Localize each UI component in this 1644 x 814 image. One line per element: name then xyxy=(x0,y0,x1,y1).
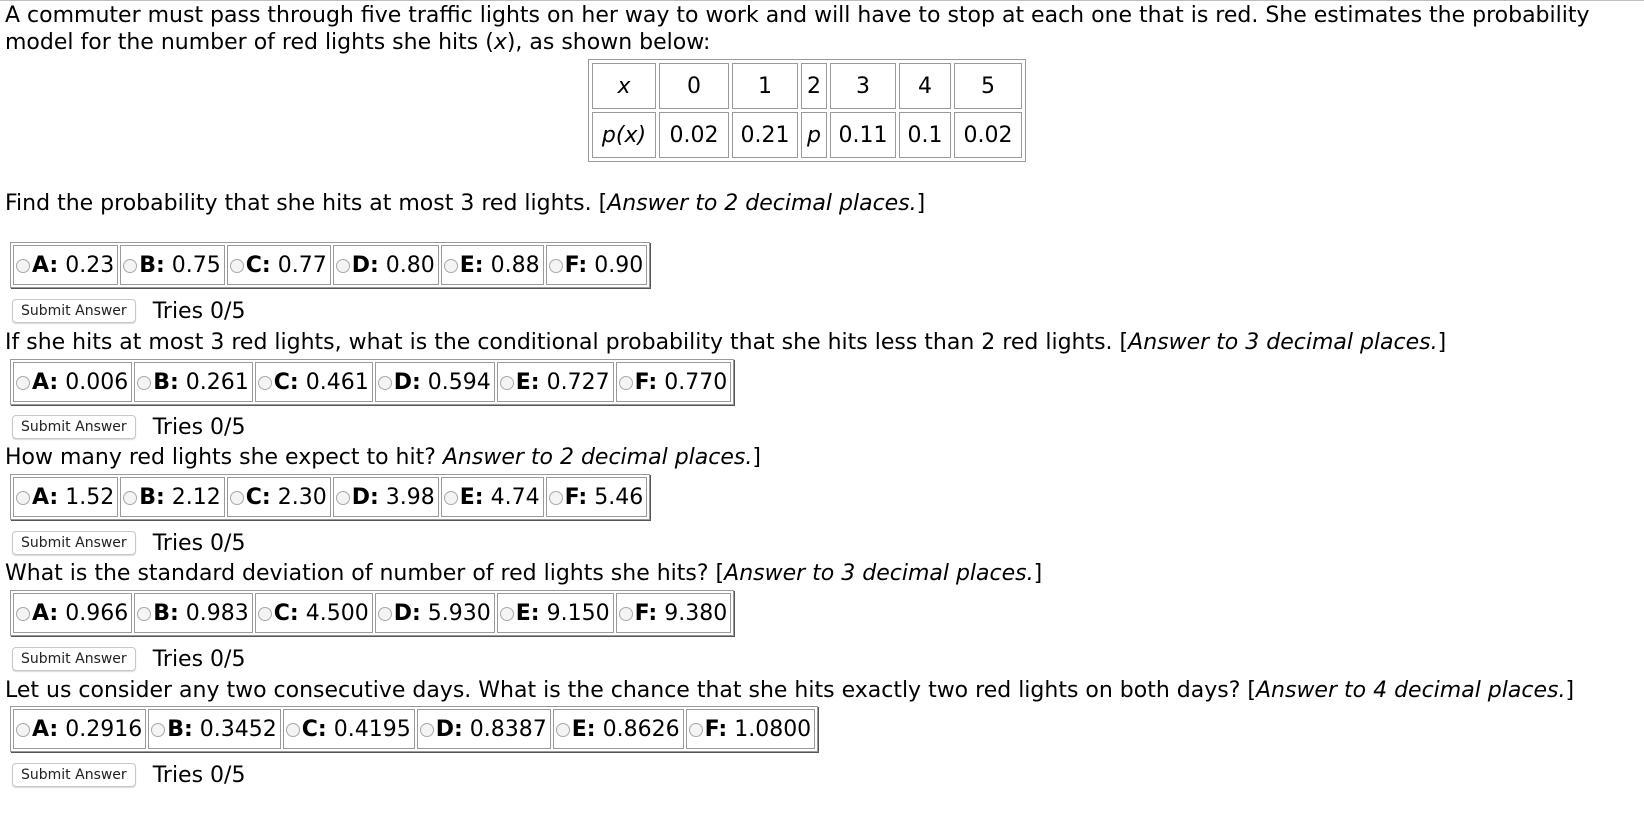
choice-b[interactable]: B: 0.3452 xyxy=(148,709,281,749)
radio-button[interactable] xyxy=(16,259,30,273)
radio-button[interactable] xyxy=(500,607,514,621)
question-text: If she hits at most 3 red lights, what is the conditional probability that she hits less than 2 red lights. [ xyxy=(5,330,1129,355)
submit-answer-button[interactable]: Submit Answer xyxy=(12,647,136,671)
table-cell: p(x) xyxy=(592,112,656,158)
radio-button[interactable] xyxy=(123,491,137,505)
radio-button[interactable] xyxy=(16,607,30,621)
choice-d[interactable]: D: 5.930 xyxy=(375,593,495,633)
choices-3 xyxy=(10,474,650,520)
table-cell: p xyxy=(801,112,827,158)
choice-f[interactable]: F: 0.770 xyxy=(616,362,732,402)
radio-button[interactable] xyxy=(336,259,350,273)
intro-text-2: ), as shown below: xyxy=(506,30,711,55)
choice-c[interactable]: C: 0.77 xyxy=(227,245,331,285)
radio-button[interactable] xyxy=(151,723,165,737)
radio-button[interactable] xyxy=(500,376,514,390)
question-bracket: ] xyxy=(752,445,761,470)
choice-c[interactable]: C: 0.4195 xyxy=(283,709,415,749)
radio-button[interactable] xyxy=(378,376,392,390)
radio-button[interactable] xyxy=(556,723,570,737)
radio-button[interactable] xyxy=(336,491,350,505)
radio-button[interactable] xyxy=(378,607,392,621)
choice-c[interactable]: C: 2.30 xyxy=(227,477,331,517)
submit-answer-button[interactable]: Submit Answer xyxy=(12,531,136,555)
choice-a[interactable]: A: 0.23 xyxy=(13,245,118,285)
question-5 xyxy=(5,677,1574,705)
submit-answer-button[interactable]: Submit Answer xyxy=(12,299,136,323)
radio-button[interactable] xyxy=(16,491,30,505)
submit-row-1 xyxy=(12,298,245,324)
table-cell: 4 xyxy=(899,63,951,109)
tries-counter: Tries 0/5 xyxy=(152,646,246,672)
choice-e[interactable]: E: 9.150 xyxy=(497,593,614,633)
question-3 xyxy=(5,444,761,472)
choice-c[interactable]: C: 0.461 xyxy=(255,362,373,402)
submit-answer-button[interactable]: Submit Answer xyxy=(12,415,136,439)
radio-button[interactable] xyxy=(619,607,633,621)
choices-1 xyxy=(10,242,650,288)
choice-b[interactable]: B: 0.261 xyxy=(134,362,253,402)
radio-button[interactable] xyxy=(420,723,434,737)
table-cell: 2 xyxy=(801,63,827,109)
table-cell: 5 xyxy=(954,63,1022,109)
choice-f[interactable]: F: 1.0800 xyxy=(686,709,816,749)
choice-e[interactable]: E: 0.727 xyxy=(497,362,614,402)
tries-counter: Tries 0/5 xyxy=(152,298,246,324)
radio-button[interactable] xyxy=(549,491,563,505)
radio-button[interactable] xyxy=(16,723,30,737)
radio-button[interactable] xyxy=(444,259,458,273)
table-cell: 0.21 xyxy=(732,112,798,158)
choice-d[interactable]: D: 0.594 xyxy=(375,362,495,402)
question-instruction: Answer to 3 decimal places. xyxy=(1128,330,1438,355)
choice-b[interactable]: B: 2.12 xyxy=(120,477,225,517)
top-divider xyxy=(0,0,1644,1)
choice-a[interactable]: A: 0.966 xyxy=(13,593,132,633)
radio-button[interactable] xyxy=(689,723,703,737)
question-bracket: ] xyxy=(1437,330,1447,355)
radio-button[interactable] xyxy=(230,259,244,273)
radio-button[interactable] xyxy=(123,259,137,273)
submit-row-4 xyxy=(12,646,245,672)
choice-b[interactable]: B: 0.75 xyxy=(120,245,225,285)
choices-2 xyxy=(10,359,734,405)
question-2 xyxy=(5,329,1446,357)
choice-d[interactable]: D: 0.8387 xyxy=(417,709,551,749)
table-cell: x xyxy=(592,63,656,109)
submit-row-5 xyxy=(12,762,245,788)
submit-answer-button[interactable]: Submit Answer xyxy=(12,763,136,787)
question-bracket: ] xyxy=(1565,678,1575,703)
intro-variable: x xyxy=(493,30,507,55)
probability-table xyxy=(588,59,1026,162)
radio-button[interactable] xyxy=(286,723,300,737)
table-cell: 0 xyxy=(659,63,729,109)
question-4 xyxy=(5,560,1042,588)
choice-d[interactable]: D: 0.80 xyxy=(333,245,439,285)
choice-e[interactable]: E: 0.88 xyxy=(441,245,544,285)
radio-button[interactable] xyxy=(16,376,30,390)
question-text: How many red lights she expect to hit? xyxy=(5,445,443,470)
submit-row-2 xyxy=(12,414,245,440)
question-text: Find the probability that she hits at most 3 red lights. [ xyxy=(5,191,608,216)
problem-intro xyxy=(5,2,1625,56)
question-bracket: ] xyxy=(1033,561,1043,586)
radio-button[interactable] xyxy=(137,376,151,390)
table-cell: 0.02 xyxy=(659,112,729,158)
radio-button[interactable] xyxy=(619,376,633,390)
choice-a[interactable]: A: 0.006 xyxy=(13,362,132,402)
radio-button[interactable] xyxy=(230,491,244,505)
question-instruction: Answer to 3 decimal places. xyxy=(724,561,1034,586)
question-instruction: Answer to 4 decimal places. xyxy=(1255,678,1566,703)
choice-f[interactable]: F: 0.90 xyxy=(546,245,648,285)
choice-c[interactable]: C: 4.500 xyxy=(255,593,373,633)
question-text: What is the standard deviation of number of red lights she hits? [ xyxy=(5,561,725,586)
choice-e[interactable]: E: 4.74 xyxy=(441,477,544,517)
radio-button[interactable] xyxy=(549,259,563,273)
radio-button[interactable] xyxy=(137,607,151,621)
question-1 xyxy=(5,190,925,218)
table-row-x xyxy=(592,63,1022,109)
choices-4 xyxy=(10,590,734,636)
table-cell: 0.11 xyxy=(830,112,896,158)
choice-f[interactable]: F: 9.380 xyxy=(616,593,732,633)
submit-row-3 xyxy=(12,530,245,556)
question-bracket: ] xyxy=(916,191,926,216)
tries-counter: Tries 0/5 xyxy=(152,414,246,440)
table-row-px xyxy=(592,112,1022,158)
table-cell: 0.1 xyxy=(899,112,951,158)
choice-a[interactable]: A: 0.2916 xyxy=(13,709,146,749)
choice-a[interactable]: A: 1.52 xyxy=(13,477,118,517)
choices-5 xyxy=(10,706,818,752)
table-cell: 0.02 xyxy=(954,112,1022,158)
question-instruction: Answer to 2 decimal places. xyxy=(442,445,753,470)
tries-counter: Tries 0/5 xyxy=(152,762,246,788)
choice-e[interactable]: E: 0.8626 xyxy=(553,709,684,749)
choice-d[interactable]: D: 3.98 xyxy=(333,477,439,517)
question-text: Let us consider any two consecutive days. What is the chance that she hits exactly two red lights on both days? [ xyxy=(5,678,1256,703)
radio-button[interactable] xyxy=(258,376,272,390)
intro-text-1: A commuter must pass through five traffic lights on her way to work and will have to stop at each one that is red. She estimates the probability model for the number of red lights she hits ( xyxy=(5,3,1590,55)
question-instruction: Answer to 2 decimal places. xyxy=(607,191,917,216)
choice-b[interactable]: B: 0.983 xyxy=(134,593,253,633)
table-cell: 3 xyxy=(830,63,896,109)
radio-button[interactable] xyxy=(444,491,458,505)
radio-button[interactable] xyxy=(258,607,272,621)
tries-counter: Tries 0/5 xyxy=(152,530,246,556)
choice-f[interactable]: F: 5.46 xyxy=(546,477,648,517)
table-cell: 1 xyxy=(732,63,798,109)
